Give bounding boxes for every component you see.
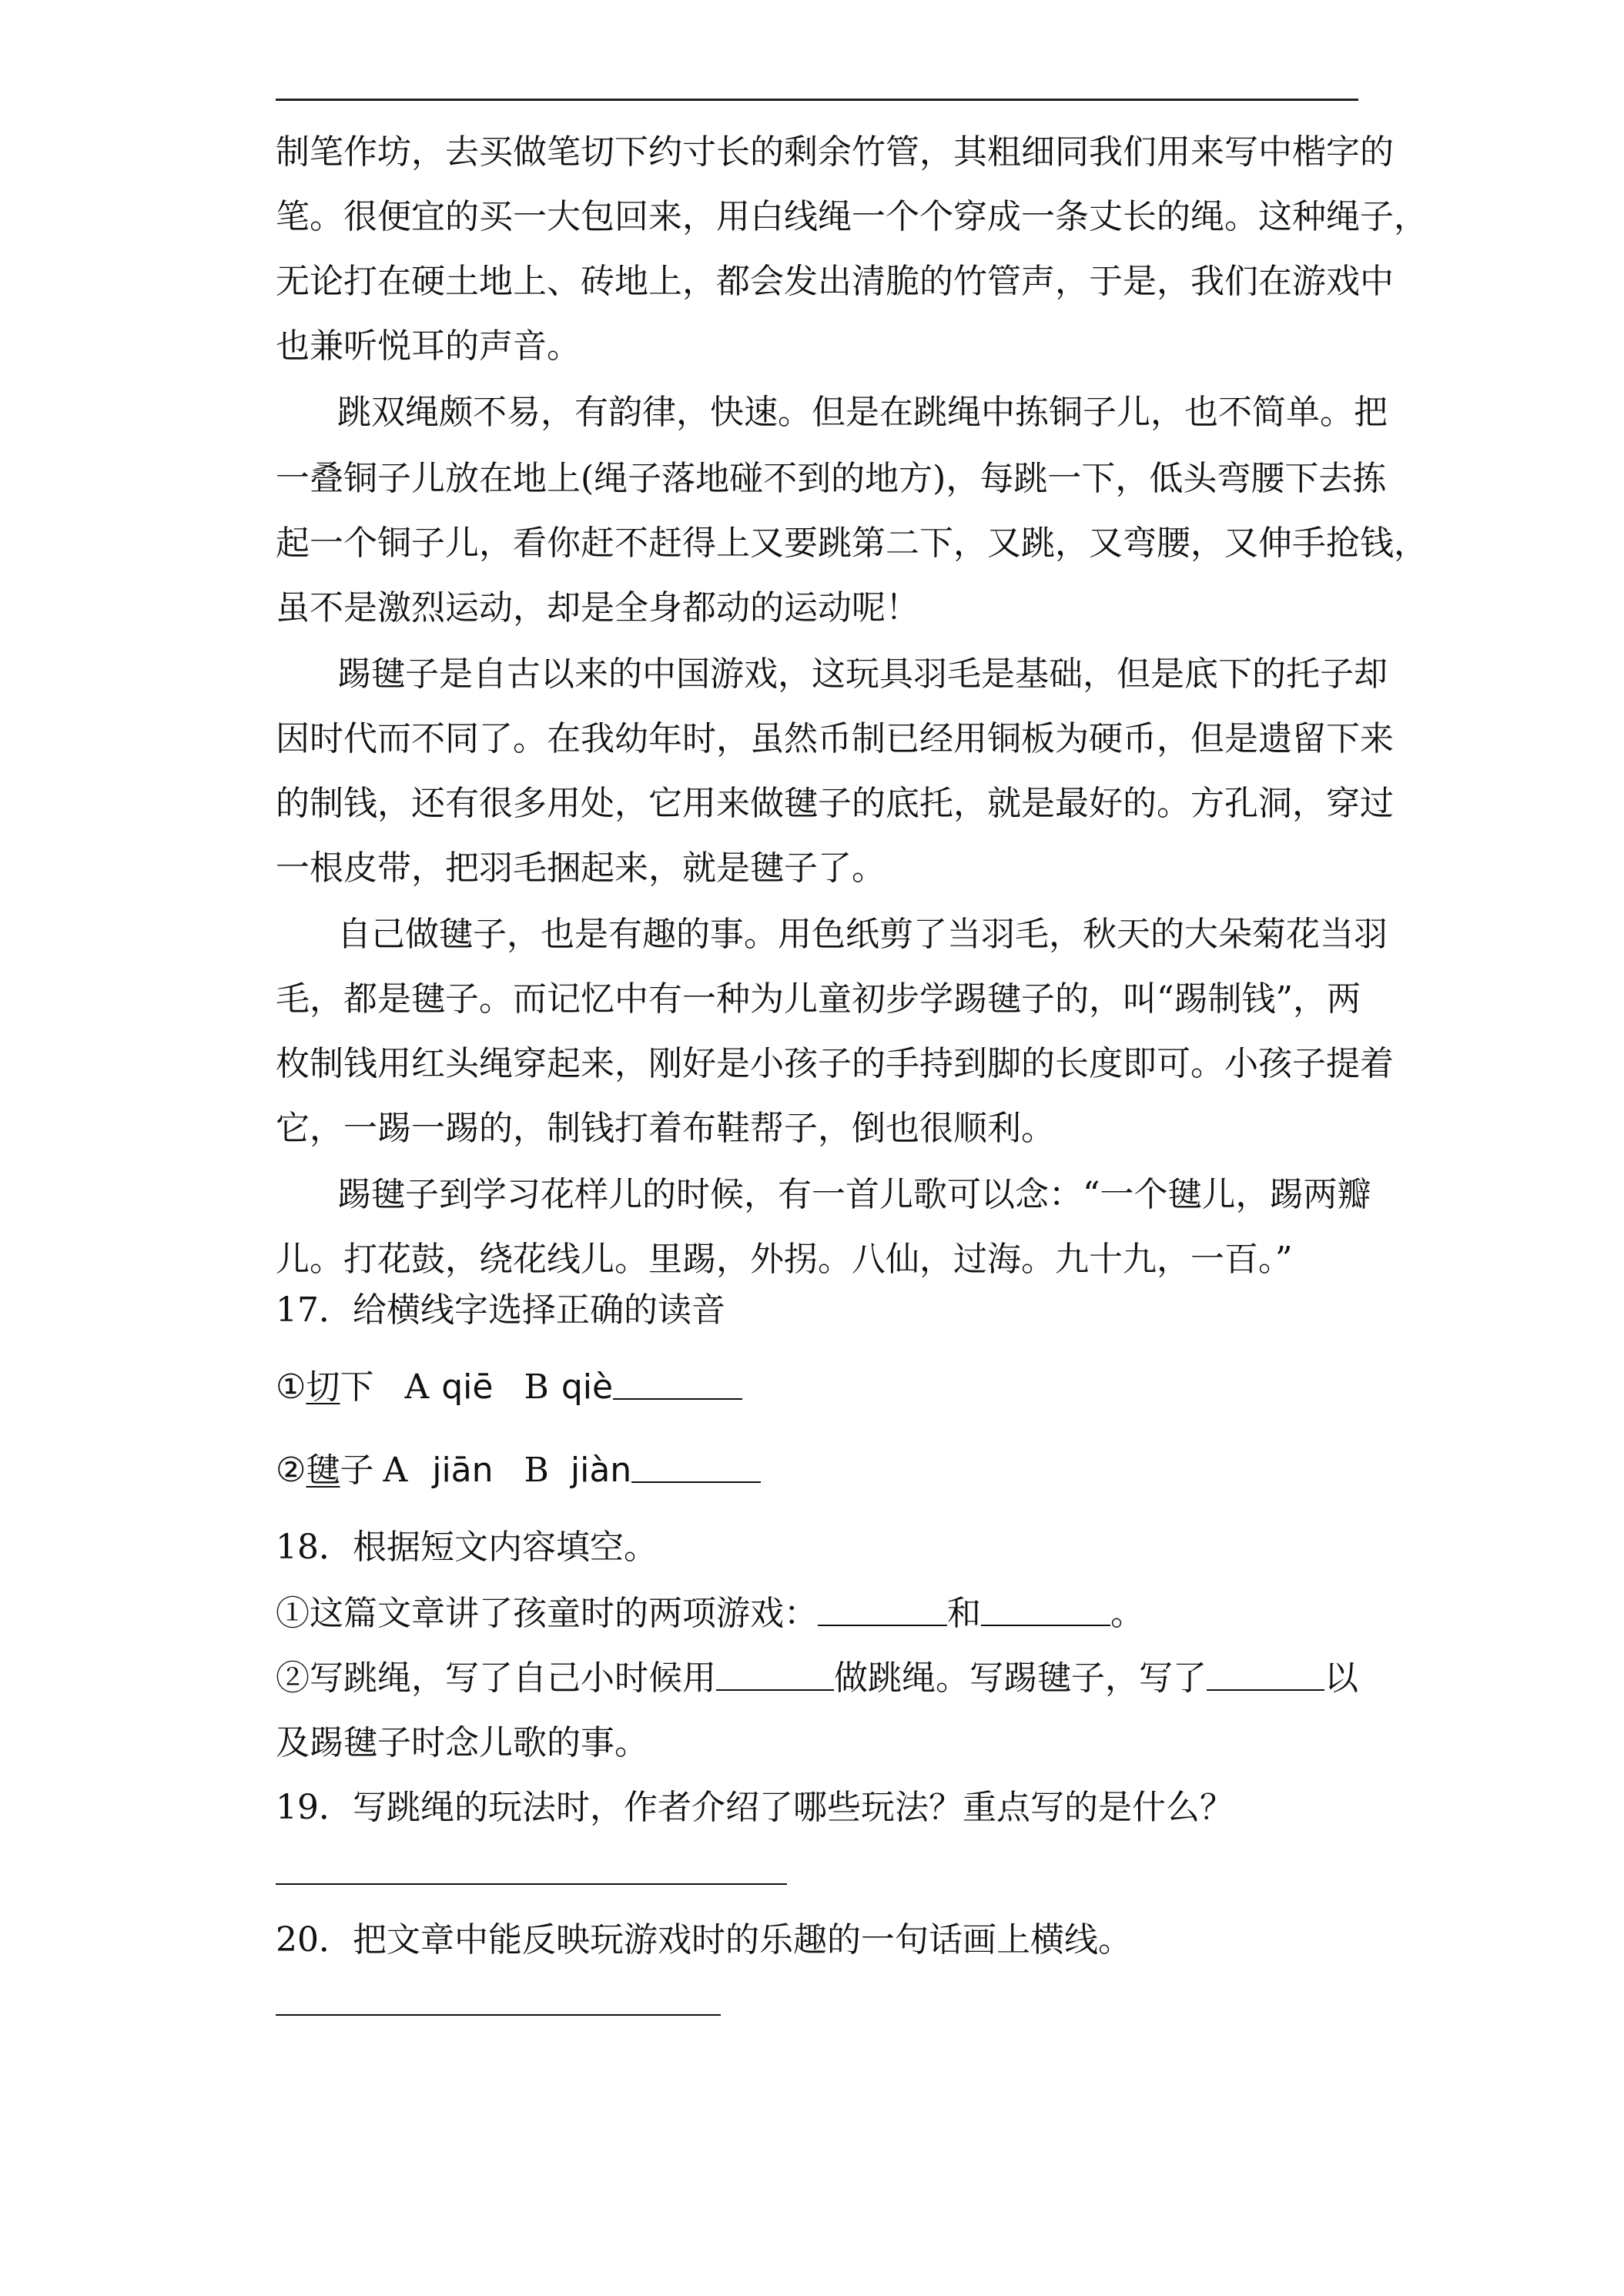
passage-line xyxy=(276,520,1428,567)
passage-line xyxy=(276,845,1358,892)
passage-text: 无 论 打 在 硬 土 地 上 、 砖 地 上 ， 都 会 发 出 清 脆 的 竹 管 声 ， 于 是 ， 我 们 在 游 戏 中 xyxy=(276,262,1394,301)
passage-line xyxy=(337,1172,1371,1218)
answer-blank[interactable] xyxy=(818,1591,947,1626)
passage-line xyxy=(276,976,1361,1022)
passage-text: 跳双绳颇不易，有韵律，快速。但是在跳绳中拣铜子儿，也不简单。把 xyxy=(337,393,1388,432)
option-b-pinyin: jiàn xyxy=(570,1451,632,1490)
answer-blank[interactable] xyxy=(1207,1655,1324,1691)
passage-text: 它，一踢一踢的，制钱打着布鞋帮子，倒也很顺利。 xyxy=(276,1109,1055,1148)
passage-line xyxy=(276,129,1394,176)
question-text: 及踢毽子时念儿歌的事。 xyxy=(276,1723,648,1762)
question-text: 17．给横线字选择正确的读音 xyxy=(276,1290,725,1330)
question-text: ②写跳绳，写了自己小时候用 xyxy=(276,1658,716,1698)
passage-line xyxy=(337,651,1388,698)
passage-line xyxy=(337,390,1388,436)
passage-line xyxy=(276,259,1394,305)
passage-text: 一根皮带，把羽毛捆起来，就是毽子了。 xyxy=(276,848,886,888)
question-20-title xyxy=(276,1917,1358,1963)
passage-line xyxy=(276,194,1428,240)
option-a-pinyin: qiē xyxy=(441,1367,494,1407)
option-a-label: A xyxy=(383,1451,408,1490)
passage-text: 也兼听悦耳的声音。 xyxy=(276,326,581,366)
passage-text: 的 制 钱 ， 还 有 很 多 用 处 ， 它 用 来 做 毽 子 的 底 托 ， 就 是 最 好 的 。 方 孔 洞 ， 穿 过 xyxy=(276,784,1394,823)
passage-text: 虽不是激烈运动，却是全身都动的运动呢！ xyxy=(276,588,919,628)
question-18-line-3 xyxy=(276,1720,1358,1766)
option-b-label: B xyxy=(524,1451,549,1490)
answer-blank[interactable] xyxy=(631,1448,761,1483)
item-number: ① xyxy=(276,1367,306,1407)
passage-line xyxy=(276,323,1358,370)
answer-blank[interactable] xyxy=(716,1655,834,1691)
answer-blank[interactable] xyxy=(981,1591,1110,1626)
item-char: 下 xyxy=(340,1367,374,1407)
passage-line xyxy=(276,716,1394,762)
passage-line xyxy=(276,456,1387,502)
option-b-pinyin: qiè xyxy=(561,1367,614,1407)
option-a-label: A xyxy=(404,1367,430,1407)
question-18-line-1 xyxy=(276,1591,1358,1637)
passage-text: 一 叠 铜 子 儿 放 在 地 上 ( 绳 子 落 地 碰 不 到 的 地 方 ) ， 每 跳 一 下 ， 低 头 弯 腰 下 去 拣 xyxy=(276,459,1387,498)
question-text: 以 xyxy=(1324,1658,1358,1698)
underlined-char: 切 xyxy=(306,1367,340,1407)
question-17-title xyxy=(276,1287,1358,1334)
answer-line[interactable] xyxy=(276,1883,787,1885)
passage-line xyxy=(276,781,1394,827)
passage-text: 起 一 个 铜 子 儿 ， 看 你 赶 不 赶 得 上 又 要 跳 第 二 下 ， 又 跳 ， 又 弯 腰 ， 又 伸 手 抢 钱 ， xyxy=(276,524,1428,563)
passage-text: 因 时 代 而 不 同 了 。 在 我 幼 年 时 ， 虽 然 币 制 已 经 用 铜 板 为 硬 币 ， 但 是 遗 留 下 来 xyxy=(276,719,1394,758)
passage-text: 自己做毽子，也是有趣的事。用色纸剪了当羽毛，秋天的大朵菊花当羽 xyxy=(337,915,1388,954)
passage-text: 制 笔 作 坊 ， 去 买 做 笔 切 下 约 寸 长 的 剩 余 竹 管 ， 其 粗 细 同 我 们 用 来 写 中 楷 字 的 xyxy=(276,132,1394,172)
passage-line xyxy=(276,1041,1394,1087)
question-text: ①这篇文章讲了孩童时的两项游戏： xyxy=(276,1594,818,1633)
passage-line xyxy=(337,912,1388,958)
underlined-char: 毽 xyxy=(306,1451,340,1490)
option-a-pinyin: jiān xyxy=(432,1451,494,1490)
passage-text: 踢毽子到学习花样儿的时候，有一首儿歌可以念：“一个毽儿，踢两瓣 xyxy=(337,1175,1371,1214)
passage-text: 毛 ， 都 是 毽 子 。 而 记 忆 中 有 一 种 为 儿 童 初 步 学 踢 毽 子 的 ， 叫 “ 踢 制 钱 ” ， 两 xyxy=(276,979,1361,1019)
passage-line xyxy=(276,585,1358,631)
question-19-title xyxy=(276,1785,1358,1831)
passage-text: 笔 。 很 便 宜 的 买 一 大 包 回 来 ， 用 白 线 绳 一 个 个 穿 成 一 条 丈 长 的 绳 。 这 种 绳 子 ， xyxy=(276,197,1428,236)
question-text: 20．把文章中能反映玩游戏时的乐趣的一句话画上横线。 xyxy=(276,1920,1132,1960)
question-text: 19．写跳绳的玩法时，作者介绍了哪些玩法？重点写的是什么？ xyxy=(276,1788,1234,1827)
header-rule xyxy=(276,99,1358,101)
passage-text: 踢毽子是自古以来的中国游戏，这玩具羽毛是基础，但是底下的托子却 xyxy=(337,654,1388,694)
question-18-line-2 xyxy=(276,1655,1358,1702)
passage-line xyxy=(276,1106,1358,1152)
question-18-title xyxy=(276,1525,1358,1571)
item-char: 子 xyxy=(340,1451,374,1490)
question-text: 18．根据短文内容填空。 xyxy=(276,1528,658,1567)
question-17-item-2 xyxy=(276,1448,1358,1494)
item-number: ② xyxy=(276,1451,306,1490)
passage-text: 枚 制 钱 用 红 头 绳 穿 起 来 ， 刚 好 是 小 孩 子 的 手 持 到 脚 的 长 度 即 可 。 小 孩 子 提 着 xyxy=(276,1044,1394,1083)
question-text: 做跳绳。写踢毽子，写了 xyxy=(834,1658,1207,1698)
passage-line xyxy=(276,1237,1358,1283)
passage-text: 儿。打花鼓，绕花线儿。里踢，外拐。八仙，过海。九十九，一百。” xyxy=(276,1240,1293,1279)
answer-line[interactable] xyxy=(276,2014,721,2016)
question-text: 。 xyxy=(1110,1594,1144,1633)
question-17-item-1 xyxy=(276,1364,1358,1411)
answer-blank[interactable] xyxy=(613,1364,742,1400)
option-b-label: B xyxy=(524,1367,549,1407)
question-text: 和 xyxy=(947,1594,981,1633)
